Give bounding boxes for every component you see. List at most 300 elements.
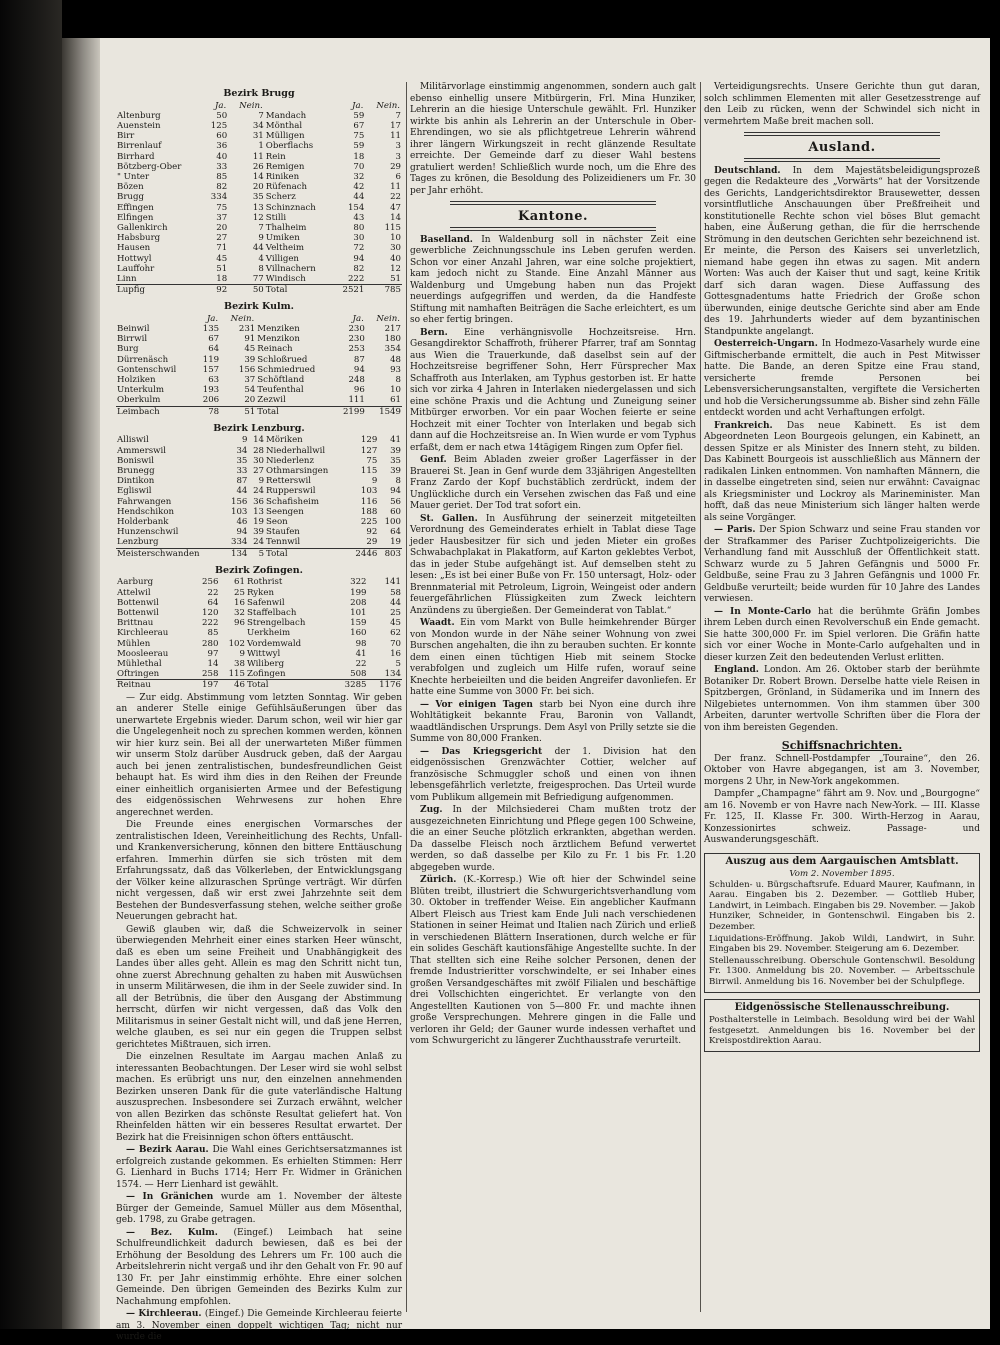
shipping-line: Der franz. Schnell-Postdampfer „Touraine“, den 26. Oktober von Havre abgegangen, ist am 3. November, morgens 2 Uhr, in New-York angekommen. — [704, 753, 980, 787]
news-item — [410, 328, 696, 455]
vote-count: 334 — [210, 192, 228, 203]
table-row — [116, 131, 402, 141]
vote-count: 231 — [238, 324, 256, 335]
vote-count: 18 — [216, 273, 228, 284]
vote-count: 10 — [390, 233, 401, 244]
vote-count: 5 — [395, 658, 401, 669]
municipality-name: Beinwil — [117, 324, 150, 335]
vote-count: 20 — [244, 395, 256, 406]
vote-count: 111 — [348, 395, 365, 406]
municipality-name: Hausen — [117, 243, 151, 254]
table-row — [116, 395, 402, 406]
municipality-name: Egliswil — [117, 486, 152, 497]
vote-count: 141 — [384, 577, 401, 588]
table-row — [116, 152, 402, 162]
news-item — [410, 747, 696, 805]
municipality-name: Holziken — [117, 375, 156, 386]
vote-count: 46 — [219, 680, 246, 691]
amtsblatt-title: Auszug aus dem Aargauischen Amtsblatt. — [725, 855, 959, 867]
vote-count: 11 — [390, 182, 401, 193]
vote-count: 61 — [234, 577, 245, 588]
news-lead: Waadt. — [420, 618, 461, 628]
vote-count: 13 — [252, 202, 264, 213]
vote-count: 2521 — [334, 285, 366, 296]
news-item — [410, 235, 696, 327]
municipality-name: Rein — [265, 151, 286, 162]
vote-count: 11 — [390, 131, 401, 142]
amtsblatt-paragraph: Stellenausschreibung. Oberschule Gontenschwil. Besoldung Fr. 1300. Anmeldung bis 20. November. — Arbeitsschule Birrwil. Anmeldung bis 16. November bei der Schulpflege. — [709, 955, 975, 988]
column-header: Ja. — [352, 313, 364, 324]
table-row — [116, 548, 402, 559]
vote-count: 7 — [258, 222, 264, 233]
municipality-name: Total — [265, 548, 348, 559]
municipality-name: Rupperswil — [266, 486, 316, 497]
vote-count: 334 — [231, 537, 248, 548]
table-row — [116, 680, 402, 691]
table-row — [116, 254, 402, 264]
page-gutter — [62, 38, 100, 1329]
vote-count: 72 — [353, 243, 365, 254]
table-row — [116, 111, 402, 121]
column-2 — [410, 82, 696, 1049]
news-item — [410, 618, 696, 699]
vote-count: 35 — [252, 192, 264, 203]
table-row — [116, 203, 402, 213]
table-row — [116, 141, 402, 151]
municipality-name: Vordemwald — [246, 638, 302, 649]
table-row — [116, 334, 402, 344]
column-header: Ja. — [214, 100, 227, 111]
vote-count: 35 — [236, 455, 248, 466]
vote-count: 47 — [390, 202, 401, 213]
vote-count: 31 — [252, 131, 264, 142]
news-item — [410, 700, 696, 746]
municipality-name: Lupfig — [116, 285, 204, 296]
news-lead: — Vor einigen Tagen — [420, 699, 540, 710]
municipality-name: Hunzenschwil — [117, 527, 179, 538]
news-lead: Frankreich. — [714, 420, 787, 431]
district-table — [116, 314, 402, 417]
notice-text: wurde am 1. November der älteste Bürger der Gemeinde, Samuel Müller aus dem Mösenthal, geb. 1798, zu Grabe getragen. — [116, 1192, 402, 1226]
vote-count: 803 — [378, 548, 402, 559]
vote-count: 127 — [360, 445, 378, 456]
district-table — [116, 101, 402, 296]
vote-tables — [116, 88, 402, 691]
vote-count: 70 — [390, 638, 401, 649]
vote-count: 39 — [390, 445, 401, 456]
vote-count: 61 — [390, 395, 401, 406]
municipality-name: Effingen — [117, 202, 154, 213]
paragraph: Die einzelnen Resultate im Aargau machen Anlaß zu interessanten Beobachtungen. Der Leser wird sie wohl selbst machen. Es erübrigt uns nur, den einzelnen annehmenden Bezirken unseren Dank für die gute vaterländische Haltung auszusprechen. Insbesondere sei Zurzach erwähnt, welcher von allen Bezirken das schönste Resultat geliefert hat. Von Rheinfelden hätten wir ein besseres Resultat erwartet. Der Bezirk hat die Freisinnigen schon öfters enttäuscht. — [116, 1052, 402, 1143]
table-row — [116, 435, 402, 445]
municipality-name: Holderbank — [117, 517, 169, 528]
vote-count: 94 — [236, 527, 248, 538]
municipality-name: Total — [256, 406, 334, 417]
vote-count: 80 — [353, 222, 365, 233]
news-text: starb bei Nyon eine durch ihre Wohltätigkeit bekannte Frau, Baronin von Vallandt, waadtländischen Ursprungs. Dem Asyl von Prilly setzte sie die Summe von 80,000 Franken. — [410, 699, 696, 744]
news-text: In dem Majestätsbeleidigungsprozeß gegen die Redakteure des „Vorwärts“ hat der Vorsitzende des Gerichts, Landgerichtsdirektor Brausewetter, dessen vorsintflutliche Anschauungen über Preßfreiheit und konstitutionelle Rechte schon viel böses Blut gemacht haben, eine Äußerung gethan, die für die herrschende Strömung in den deutschen Gerichten sehr bezeichnend ist. Er meinte, die Person des Kaisers sei unverletzlich, niemand habe gegen ihn etwas zu sagen. Mit andern Worten: Was auch der Kaiser thut und sagt, keine Kritik darf sich daran wagen. Diese Auffassung des Gottesgnadentums hatte Friedrich der Große schon überwunden, einige deutsche Gerichte sind aber am Ende des 19. Jahrhunderts wieder auf dem byzantinischen Standpunkte angelangt. — [704, 165, 980, 337]
vote-count: 17 — [390, 120, 401, 131]
table-row — [116, 344, 402, 354]
vote-count: 60 — [216, 131, 228, 142]
vote-count: 60 — [390, 506, 401, 517]
vote-count: 159 — [350, 618, 367, 629]
vote-count: 91 — [244, 334, 256, 345]
vote-count: 19 — [253, 517, 265, 528]
table-row — [116, 608, 402, 618]
vote-count: 8 — [395, 476, 401, 487]
vote-count: 59 — [353, 110, 365, 121]
vote-count: 50 — [216, 110, 228, 121]
municipality-name: Rüfenach — [265, 182, 308, 193]
vote-count: 188 — [360, 506, 378, 517]
municipality-name: Wiliberg — [246, 658, 285, 669]
vote-count: 64 — [207, 597, 219, 608]
vote-count: 42 — [353, 182, 365, 193]
municipality-name: Habsburg — [117, 233, 161, 244]
vote-count: 1549 — [366, 406, 402, 417]
municipality-name: Birrwil — [117, 334, 148, 345]
municipality-name: Bottenwil — [117, 607, 159, 618]
vote-count: 3 — [395, 151, 401, 162]
notice-text: (Eingef.) Die Gemeinde Kirchleerau feierte am 3. November einen doppelt wichtigen Tag; nicht nur wurde die — [116, 1309, 402, 1343]
vote-count: 12 — [390, 263, 401, 274]
vote-count: 16 — [390, 648, 401, 659]
continued-article: Verteidigungsrechts. Unsere Gerichte thun gut daran, solch schlimmen Elementen mit aller Gesetzesstrenge auf den Leib zu rücken, wenn der Schwindel sich nicht in vermehrtem Maße breit machen soll. — [704, 82, 980, 127]
municipality-name: Meisterschwanden — [116, 548, 225, 559]
vote-count: 222 — [347, 273, 365, 284]
vote-count: 156 — [231, 496, 248, 507]
table-row — [116, 476, 402, 486]
municipality-name: Burg — [117, 344, 139, 355]
kantone-news — [410, 235, 696, 1048]
vote-count: 18 — [353, 151, 365, 162]
vote-count: 120 — [202, 607, 219, 618]
vote-count: 40 — [390, 253, 401, 264]
continued-article: Militärvorlage einstimmig angenommen, sondern auch galt ebenso einhellig unsere Mitbürgerin, Frl. Mina Hunziker, Lehrerin an die hiesige Unterschule gewählt. Frl. Hunziker wirkte bis anhin als Lehrerin an der Unterschule in Ober-Ehrendingen, wo sie als pflichtgetreue Lehrerin während ihrer längern Wirkungszeit in recht glänzende Resultate erreichte. Der Gemeinde darf zu dieser Wahl bestens gratuliert werden! Schließlich wurde noch, um die Ehre des Tages zu krönen, die Besoldung des Polizeidieners um Fr. 30 per Jahr erhöht. — [410, 82, 696, 196]
vote-count: 44 — [390, 597, 401, 608]
news-item — [704, 525, 980, 606]
news-text: London. Am 26. Oktober starb der berühmte Botaniker Dr. Robert Brown. Derselbe hatte viele Reisen in Spitzbergen, Grönland, in Südamerika und im Innern des Nilgebietes unternommen. Von ihm stammen über 300 Arbeiten, darunter wertvolle Schriften über die Flora der von ihm bereisten Gegenden. — [704, 665, 980, 733]
municipality-name: Lenzburg — [117, 537, 159, 548]
table-row — [116, 486, 402, 496]
vote-count: 1 — [258, 141, 264, 152]
vote-count: 62 — [390, 628, 401, 639]
vote-count: 14 — [253, 435, 265, 446]
vote-count: 67 — [208, 334, 220, 345]
municipality-name: Total — [265, 285, 334, 296]
vote-count: 785 — [365, 285, 402, 296]
column-header: Nein. — [376, 100, 400, 111]
municipality-name: Seon — [266, 517, 288, 528]
vote-count: 54 — [244, 385, 256, 396]
vote-count: 27 — [253, 466, 265, 476]
vote-count: 230 — [348, 324, 365, 335]
municipality-name: Rothrist — [246, 577, 283, 588]
news-item — [410, 875, 696, 1048]
vote-count: 102 — [228, 638, 245, 649]
municipality-name: Niederlenz — [266, 455, 314, 466]
vote-count: 32 — [234, 607, 245, 618]
municipality-name: Thalheim — [265, 222, 307, 233]
municipality-name: Birr — [117, 131, 135, 142]
news-lead: Zürich. — [420, 875, 464, 885]
vote-count: 28 — [253, 445, 265, 456]
vote-count: 508 — [350, 669, 367, 680]
notice-lead: — Kirchleerau. — [126, 1309, 205, 1320]
municipality-name: " Unter — [117, 171, 150, 182]
table-row — [116, 628, 402, 638]
vote-count: 94 — [353, 253, 365, 264]
table-row — [116, 456, 402, 466]
table-row — [116, 588, 402, 598]
municipality-name: Fahrwangen — [117, 496, 172, 507]
municipality-name: Mühlethal — [117, 658, 162, 669]
municipality-name: Auenstein — [117, 120, 161, 131]
municipality-name: Bözen — [117, 182, 144, 193]
vote-count: 96 — [353, 385, 365, 396]
vote-count: 39 — [390, 466, 401, 476]
vote-count: 25 — [234, 587, 245, 598]
vote-count: 35 — [390, 455, 401, 466]
section-rule — [450, 227, 656, 231]
vote-count: 14 — [207, 658, 219, 669]
vote-count: 92 — [204, 285, 228, 296]
vote-count: 22 — [355, 658, 367, 669]
vote-count: 25 — [390, 607, 401, 618]
table-row — [116, 466, 402, 476]
table-row — [116, 355, 402, 365]
amtsblatt-date: Vom 2. November 1895. — [789, 869, 895, 880]
municipality-name: Villnachern — [265, 263, 316, 274]
vote-count: 134 — [225, 548, 249, 559]
vote-count: 20 — [216, 222, 228, 233]
vote-count — [219, 628, 246, 638]
news-item — [704, 339, 980, 420]
vote-count: 96 — [234, 618, 245, 629]
news-text: Beim Abladen zweier großer Lagerfässer in der Brauerei St. Jean in Genf wurde dem 33jährigen Angestellten Franz Zardo der Kopf buchstäblich zerdrückt, indem der Unglückliche durch ein Versehen zwischen das Faß und eine Mauer geriet. Der Tod trat sofort ein. — [410, 455, 696, 511]
paragraph: Gewiß glauben wir, daß die Schweizervolk in seiner überwiegenden Mehrheit einer eines starken Heer wünscht, daß es eben um seine Freiheit und Unabhängigkeit des Landes über alles geht. Allein es mag den Schritt nicht tun, ohne zuerst Abrechnung gehalten zu haben mit Auswüchsen in unserm Militärwesen, die ihm in der Seele zuwider sind. In all der Betrübnis, die über den Ausgang der Abstimmung herrscht, dürfen wir nicht vergessen, daß das Volk den Militarismus in seiner Gestalt nicht will, und daß jene Herren, welche glauben, es sei nur ein gegen die Truppen selbst gerichtetes Mißtrauen, sich irren. — [116, 924, 402, 1050]
vote-count: 70 — [353, 161, 365, 172]
table-row — [116, 264, 402, 274]
vote-count: 115 — [228, 669, 245, 680]
vote-count: 248 — [348, 375, 365, 386]
vote-count: 24 — [253, 537, 265, 548]
table-row — [116, 598, 402, 608]
municipality-name: Mönthal — [265, 120, 303, 131]
table-row — [116, 213, 402, 223]
municipality-name: Uerkheim — [246, 628, 291, 639]
news-item — [410, 514, 696, 618]
vote-count: 230 — [348, 334, 365, 345]
paragraph: — Zur eidg. Abstimmung vom letzten Sonntag. Wir geben an anderer Stelle einige Gefühlsäußerungen über das unerwartete Ergebnis wieder. Darum schon, weil wir hier gar die Ungelegenheit noch zu sprechen kommen werden, können wir hier kurz sein. Bei all der unerwarteten Mißer fümmen wir unserm Stolz darüber Ausdruck geben, daß der Aargau auch bei jenen zentralistischen, bundesfreundlichen Geist behaupt hat. Es wird ihm dies in den Reihen der Freunde einer einheitlich organisierten Armee und der Befestigung des eidgenössischen Wehrwesens zur hohen Ehre angerechnet werden. — [116, 692, 402, 818]
table-row — [116, 649, 402, 659]
table-row — [116, 121, 402, 131]
district-title: Bezirk Lenzburg. — [213, 422, 305, 434]
column-header: Ja. — [352, 100, 364, 111]
table-row — [116, 618, 402, 628]
vote-count: 27 — [216, 233, 228, 244]
vote-count: 1176 — [368, 680, 402, 691]
table-row — [116, 527, 402, 537]
municipality-name: Kirchleerau — [117, 628, 169, 639]
notice — [116, 1309, 402, 1344]
column-header: Nein. — [239, 100, 263, 111]
municipality-name: Wittwyl — [246, 648, 281, 659]
vote-count: 10 — [390, 385, 401, 396]
municipality-name: Linn — [117, 273, 137, 284]
vote-count: 100 — [384, 517, 401, 528]
column-rule-2 — [700, 82, 701, 1312]
news-lead: — Das Kriegsgericht — [420, 746, 555, 757]
vote-count: 19 — [390, 537, 401, 548]
ausland-news — [704, 166, 980, 735]
vote-count: 135 — [202, 324, 220, 335]
vote-count: 222 — [202, 618, 219, 629]
municipality-name: Umiken — [265, 233, 300, 244]
vote-count: 6 — [395, 171, 401, 182]
municipality-name: Dürrenäsch — [117, 354, 169, 365]
amtsblatt-box — [704, 853, 980, 993]
news-text: der 1. Division hat den eidgenössischen Grenzwächter Cottier, welcher auf französische Schmuggler schoß und einen von ihnen lebensgefährlich verletzte, freigesprochen. Das Urteil wurde vom Publikum allgemein mit Befriedigung aufgenommen. — [410, 746, 696, 803]
paragraph: Die Freunde eines energischen Vormarsches der zentralistischen Ideen, Vereinheitlichung des Rechts, Unfall- und Krankenversicherung, können den bittere Enttäuschung erfahren. Immerhin dürfen sie sich trösten mit dem Erfahrungssatz, daß das Völkerleben, der Entwicklungsgang der Völker keine allzuraschen Sprünge verträgt. Wir dürfen nicht vergessen, daß wir erst zwei Jahrzehnte seit dem Bestehen der Bundesverfassung stehen, welche seither große Neuerungen gebracht hat. — [116, 820, 402, 923]
vote-count: 30 — [253, 455, 265, 466]
amtsblatt-paragraph: Schulden- u. Bürgschaftsrufe. Eduard Maurer, Kaufmann, in Aarau. Eingaben bis 2. Dezember. — Gottlieb Huber, Landwirt, in Leimbach. Eingaben bis 29. November. — Jakob Hunziker, Schneider, in Gontenschwil. Eingaben bis 2. Dezember. — [709, 879, 975, 933]
shipping-heading: Schiffsnachrichten. — [781, 739, 903, 752]
municipality-name: Attelwil — [117, 587, 151, 598]
municipality-name: Riniken — [265, 171, 300, 182]
news-item — [704, 607, 980, 665]
district-title: Bezirk Kulm. — [224, 301, 294, 313]
column-rule-1 — [406, 82, 407, 1312]
district-block — [116, 423, 402, 559]
vote-count: 37 — [216, 212, 228, 223]
table-row — [116, 577, 402, 587]
vote-count: 85 — [216, 171, 228, 182]
vote-count: 94 — [390, 486, 401, 497]
news-item — [704, 665, 980, 734]
vote-count: 58 — [390, 587, 401, 598]
table-row — [116, 659, 402, 669]
table-row — [116, 182, 402, 192]
table-row — [116, 375, 402, 385]
vote-count: 206 — [202, 395, 220, 406]
municipality-name: Brunegg — [117, 466, 155, 476]
municipality-name: Brugg — [117, 192, 144, 203]
vote-count: 22 — [207, 587, 219, 598]
news-lead: — Paris. — [714, 525, 760, 535]
vote-count: 14 — [252, 171, 264, 182]
news-lead: Baselland. — [420, 234, 482, 245]
municipality-name: Staffelbach — [246, 607, 297, 618]
vote-count: 77 — [252, 273, 264, 284]
news-text: In der Milchsiederei Cham mußten trotz der ausgezeichneten Einrichtung und Pflege gegen 100 Schweine, die an einer Seuche plötzlich erkrankten, abgethan werden. Da dasselbe Fleisch noch ärztlichem Befund verwertet werden, so daß dasselbe per Kilo zu Fr. 1 bis Fr. 1.20 abgegeben wurde. — [410, 805, 696, 873]
municipality-name: Retterswil — [266, 476, 311, 487]
district-block — [116, 301, 402, 417]
municipality-name: Windisch — [265, 273, 306, 284]
vote-count: 39 — [244, 354, 256, 365]
municipality-name: Villigen — [265, 253, 299, 264]
vote-count: 46 — [236, 517, 248, 528]
vote-count: 78 — [196, 406, 220, 417]
news-lead: Deutschland. — [714, 165, 793, 176]
vote-count: 7 — [395, 110, 401, 121]
vote-count: 116 — [360, 496, 378, 507]
table-row — [116, 233, 402, 243]
news-text: Ein vom Markt von Bulle heimkehrender Bürger von Mondon wurde in der Nähe seiner Wohnung von zwei Burschen angehalten, die ihn zu berauben suchten. Er konnte dem einen einen tüchtigen Hieb mit seinem Stocke verabfolgen und zugleich um Hilfe rufen, worauf seine Knechte herbeieilten und die beiden Angreifer davonliefen. Er hatte eine Summe von 3000 Fr. bei sich. — [410, 618, 696, 697]
vote-count: 157 — [202, 364, 220, 375]
municipality-name: Safenwil — [246, 597, 285, 608]
vote-count: 26 — [252, 161, 264, 172]
vote-count: 197 — [193, 680, 220, 691]
vote-count: 94 — [353, 364, 365, 375]
column-header — [265, 101, 334, 111]
vote-count: 354 — [384, 344, 401, 355]
municipality-name: Mandach — [265, 110, 307, 121]
news-text: Eine verhängnisvolle Hochzeitsreise. Hrn. Gesangdirektor Schaffroth, früherer Pfarrer, traf am Sonntag aus Wien die Trauerkunde, daß daselbst sein auf der Hochzeitsreise begriffener Sohn, Herr Fürsprecher Max Schaffroth aus Interlaken, am Typhus gestorben ist. Er hatte sich vor zirka 4 Jahren in Interlaken niedergelassen und sich eine schöne Praxis und die Achtung und Zuneigung seiner Mitbürger erworben. Vor ein paar Wochen feierte er seine Hochzeit mit einer Tochter von Interlaken und begab sich dann auf die Hochzeitsreise an. In Wien wurde er vom Typhus erfaßt, dem er nach etwa 14tägigem Ringen zum Opfer fiel. — [410, 327, 697, 453]
vote-count: 7 — [258, 110, 264, 121]
column-3 — [704, 82, 980, 1058]
news-text: In Ausführung der seinerzeit mitgeteilten Verordnung des Gemeinderates erhielt in Tablat diese Tage jeder Hausbesitzer für sich und jeden Mieter ein großes Schwabachplakat in Plakatform, auf Karton geklebtes Verbot, das in jeder Stube aufgehängt ist. Auf demselben steht zu lesen: „Es ist bei einer Buße von Fr. 150 untersagt, Holz- oder Brennmaterial mit Petroleum, Ligroin, Weingeist oder andern feuergefährlichen Flüssigkeiten zum Zweck leichtern Anzündens zu übergießen. Der Gemeinderat von Tablat.“ — [410, 513, 696, 616]
municipality-name: Hendschikon — [117, 506, 175, 517]
notice-text: (Eingef.) Leimbach hat seine Schulfreundlichkeit dadurch bewiesen, daß es bei der Erhöhung der Besoldung des Lehrers um Fr. 100 auch die Arbeitslehrerin nicht vergaß und ihr den Gehalt von Fr. 90 auf 130 Fr. per Jahr einstimmig erhöhte. Ehre einer solchen Gemeinde. Den übrigen Gemeinden des Bezirks Kulm zur Nachahmung empfohlen. — [116, 1227, 402, 1307]
vote-count: 4 — [258, 253, 264, 264]
notice-text: Die Wahl eines Gerichtsersatzmannes ist erfolgreich zustande gekommen. Es erhielten Stimmen: Herr G. Lienhard in Buchs 1714; Herr Fr. Widmer in Gränichen 1574. — Herr Lienhard ist gewählt. — [116, 1145, 402, 1190]
municipality-name: Oftringen — [117, 669, 160, 680]
local-notices — [116, 1145, 402, 1344]
news-lead: St. Gallen. — [420, 513, 486, 524]
column-header: Nein. — [230, 313, 255, 324]
column-header — [116, 314, 196, 324]
municipality-name: Bottenwil — [117, 597, 159, 608]
municipality-name: Niederhallwil — [266, 445, 326, 456]
vote-count: 82 — [216, 182, 228, 193]
table-row — [116, 639, 402, 649]
municipality-name: Scherz — [265, 192, 296, 203]
table-row — [116, 517, 402, 527]
vote-count: 280 — [202, 638, 219, 649]
vote-count: 119 — [202, 354, 220, 365]
vote-count: 38 — [234, 658, 245, 669]
vote-count: 93 — [390, 364, 401, 375]
vote-count: 82 — [353, 263, 365, 274]
municipality-name: Strengelbach — [246, 618, 306, 629]
vote-count: 2446 — [348, 548, 379, 559]
table-row — [116, 223, 402, 233]
column-header: Nein. — [376, 313, 400, 324]
vote-count: 51 — [216, 263, 228, 274]
notice — [116, 1145, 402, 1191]
municipality-name: Schinznach — [265, 202, 316, 213]
table-row — [116, 172, 402, 182]
municipality-name: Stilli — [265, 212, 287, 223]
district-block — [116, 88, 402, 295]
municipality-name: Unterkulm — [117, 385, 165, 396]
municipality-name: Remigen — [265, 161, 305, 172]
vote-count: 51 — [220, 406, 256, 417]
municipality-name: Bötzberg-Ober — [117, 161, 182, 172]
notice-lead: — Bezirk Aarau. — [126, 1145, 213, 1156]
vote-count: 193 — [202, 385, 220, 396]
vote-count: 134 — [384, 669, 401, 680]
vote-count: 3285 — [333, 680, 367, 691]
vote-count: 12 — [252, 212, 264, 223]
vote-count: 29 — [390, 161, 401, 172]
table-row — [116, 669, 402, 680]
municipality-name: Schafisheim — [266, 496, 320, 507]
table-row — [116, 385, 402, 395]
news-item — [704, 166, 980, 339]
